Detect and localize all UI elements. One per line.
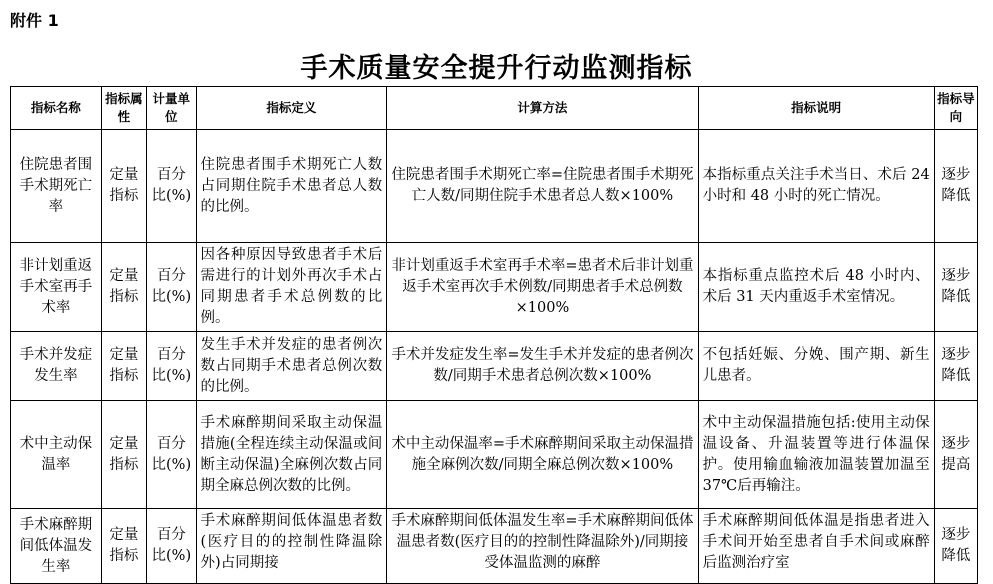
cell-unit: 百分比(%) xyxy=(147,401,196,509)
cell-name: 住院患者围手术期死亡率 xyxy=(11,130,102,243)
cell-name: 术中主动保温率 xyxy=(11,401,102,509)
cell-direction: 逐步提高 xyxy=(934,401,977,509)
header-name: 指标名称 xyxy=(11,87,102,130)
table-row xyxy=(11,509,978,584)
cell-description: 手术麻醉期间低体温是指患者进入手术间开始至患者自手术间或麻醉后监测治疗室 xyxy=(698,509,934,584)
table-header-row xyxy=(11,87,978,130)
indicator-table xyxy=(10,86,978,584)
cell-attribute: 定量指标 xyxy=(101,509,146,584)
cell-definition: 发生手术并发症的患者例次数占同期手术患者总例次数的比例。 xyxy=(196,332,387,401)
header-unit: 计量单位 xyxy=(147,87,196,130)
table-row xyxy=(11,401,978,509)
cell-method: 非计划重返手术室再手术率=患者术后非计划重返手术室再次手术例数/同期患者手术总例数×100% xyxy=(387,243,698,332)
page-title: 手术质量安全提升行动监测指标 xyxy=(300,53,693,84)
cell-unit: 百分比(%) xyxy=(147,509,196,584)
cell-definition: 因各种原因导致患者手术后需进行的计划外再次手术占同期患者手术总例数的比例。 xyxy=(196,243,387,332)
cell-attribute: 定量指标 xyxy=(101,401,146,509)
cell-unit: 百分比(%) xyxy=(147,243,196,332)
table-row xyxy=(11,243,978,332)
header-method: 计算方法 xyxy=(387,87,698,130)
header-direction: 指标导向 xyxy=(934,87,977,130)
header-definition: 指标定义 xyxy=(196,87,387,130)
cell-direction: 逐步降低 xyxy=(934,509,977,584)
cell-definition: 手术麻醉期间采取主动保温措施(全程连续主动保温或间断主动保温)全麻例次数占同期全麻总例次数的比例。 xyxy=(196,401,387,509)
cell-description: 术中主动保温措施包括:使用主动保温设备、升温装置等进行体温保护。使用输血输液加温装置加温至 37℃后再输注。 xyxy=(698,401,934,509)
cell-description: 本指标重点关注手术当日、术后 24 小时和 48 小时的死亡情况。 xyxy=(698,130,934,243)
table-row xyxy=(11,332,978,401)
cell-unit: 百分比(%) xyxy=(147,130,196,243)
table-row xyxy=(11,130,978,243)
cell-method: 手术并发症发生率=发生手术并发症的患者例次数/同期手术患者总例次数×100% xyxy=(387,332,698,401)
cell-direction: 逐步降低 xyxy=(934,332,977,401)
cell-description: 不包括妊娠、分娩、围产期、新生儿患者。 xyxy=(698,332,934,401)
cell-direction: 逐步降低 xyxy=(934,130,977,243)
cell-definition: 手术麻醉期间低体温患者数(医疗目的的控制性降温除外)占同期接 xyxy=(196,509,387,584)
cell-unit: 百分比(%) xyxy=(147,332,196,401)
cell-name: 非计划重返手术室再手术率 xyxy=(11,243,102,332)
cell-name: 手术并发症发生率 xyxy=(11,332,102,401)
cell-method: 手术麻醉期间低体温发生率=手术麻醉期间低体温患者数(医疗目的的控制性降温除外)/同期接受体温监测的麻醉 xyxy=(387,509,698,584)
cell-definition: 住院患者围手术期死亡人数占同期住院手术患者总人数的比例。 xyxy=(196,130,387,243)
header-description: 指标说明 xyxy=(698,87,934,130)
cell-direction: 逐步降低 xyxy=(934,243,977,332)
cell-attribute: 定量指标 xyxy=(101,243,146,332)
cell-method: 住院患者围手术期死亡率=住院患者围手术期死亡人数/同期住院手术患者总人数×100% xyxy=(387,130,698,243)
cell-attribute: 定量指标 xyxy=(101,332,146,401)
header-attribute: 指标属性 xyxy=(101,87,146,130)
cell-description: 本指标重点监控术后 48 小时内、术后 31 天内重返手术室情况。 xyxy=(698,243,934,332)
cell-attribute: 定量指标 xyxy=(101,130,146,243)
cell-name: 手术麻醉期间低体温发生率 xyxy=(11,509,102,584)
cell-method: 术中主动保温率=手术麻醉期间采取主动保温措施全麻例次数/同期全麻总例次数×100% xyxy=(387,401,698,509)
attachment-label: 附件 1 xyxy=(10,11,59,30)
